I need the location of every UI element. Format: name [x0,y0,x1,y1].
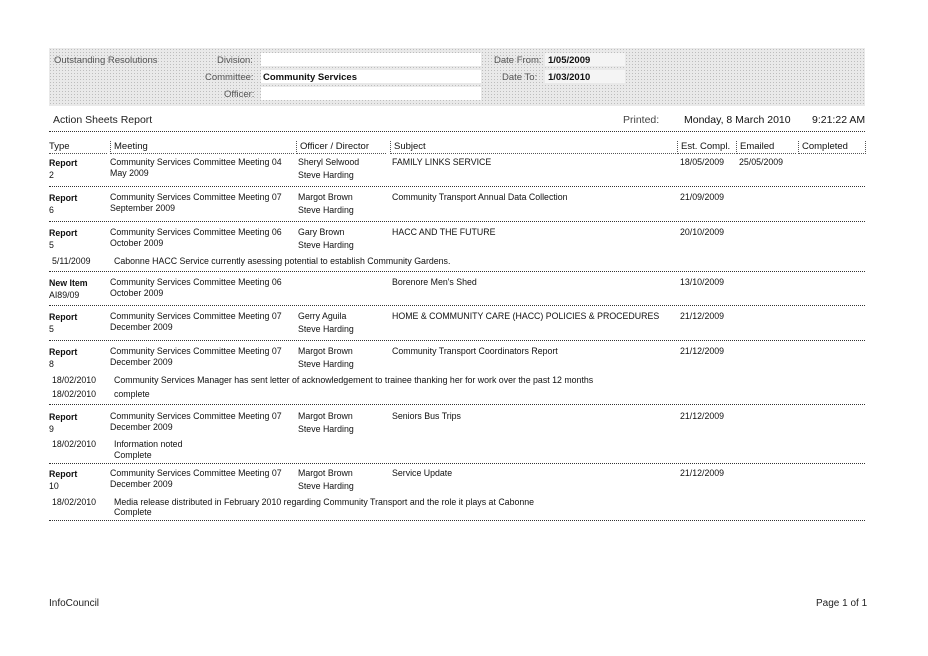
row-subject: Community Transport Annual Data Collection [392,192,568,202]
row-officer: Gerry Aguila [298,311,347,321]
row-number: 2 [49,170,54,180]
note-date: 18/02/2010 [52,497,97,507]
row-type: Report [49,469,78,479]
division-field [261,53,481,66]
row-officer: Margot Brown [298,468,353,478]
row-number: 10 [49,481,59,491]
report-name: Outstanding Resolutions [54,55,158,66]
row-divider [49,271,865,272]
footer-app-name: InfoCouncil [49,598,100,609]
row-director: Steve Harding [298,240,354,250]
committee-label: Committee: [205,72,254,83]
row-type: Report [49,347,78,357]
date-to-value: 1/03/2010 [548,72,591,83]
printed-time: 9:21:22 AM [812,114,866,126]
row-est-compl: 21/12/2009 [680,468,725,478]
note-date: 18/02/2010 [52,375,97,385]
printed-date: Monday, 8 March 2010 [684,114,791,126]
officer-field [261,87,481,100]
column-header-subject: Subject [390,141,676,154]
column-header-completed: Completed [798,141,866,154]
column-header-emailed: Emailed [736,141,796,154]
date-to-field [545,70,625,83]
row-subject: Service Update [392,468,453,478]
row-subject: Seniors Bus Trips [392,411,461,421]
date-from-value: 1/05/2009 [548,55,591,66]
row-divider [49,404,865,405]
row-est-compl: 21/12/2009 [680,411,725,421]
note-text: Complete [114,450,152,460]
note-text: Cabonne HACC Service currently asessing potential to establish Community Gardens. [114,256,451,266]
row-divider [49,520,865,521]
row-divider [49,186,865,187]
row-meeting: Community Services Committee Meeting 04 May 2009 [110,157,282,178]
row-meeting: Community Services Committee Meeting 07 September 2009 [110,192,282,213]
row-type: New Item [49,278,88,288]
row-subject: FAMILY LINKS SERVICE [392,157,492,167]
row-director: Steve Harding [298,205,354,215]
row-officer: Margot Brown [298,346,353,356]
date-from-label: Date From: [494,55,542,66]
note-text: Media release distributed in February 2010 regarding Community Transport and the role it plays at Cabonne [114,497,535,507]
row-type: Report [49,228,78,238]
row-director: Steve Harding [298,359,354,369]
date-from-field [545,53,625,66]
row-divider [49,463,865,464]
column-header-est-compl: Est. Compl. [677,141,735,154]
row-meeting: Community Services Committee Meeting 07 December 2009 [110,311,282,332]
row-meeting: Community Services Committee Meeting 07 December 2009 [110,411,282,432]
column-header-meeting: Meeting [110,141,294,154]
row-meeting: Community Services Committee Meeting 06 October 2009 [110,227,282,248]
row-est-compl: 18/05/2009 [680,157,725,167]
note-text: Complete [114,507,152,517]
printed-label: Printed: [623,114,660,126]
row-type: Report [49,158,78,168]
column-header-type: Type [49,141,107,154]
row-divider [49,221,865,222]
row-divider [49,340,865,341]
row-number: 6 [49,205,54,215]
row-est-compl: 21/12/2009 [680,346,725,356]
row-director: Steve Harding [298,424,354,434]
date-to-label: Date To: [502,72,538,83]
column-header-officer: Officer / Director [296,141,386,154]
note-date: 5/11/2009 [52,256,91,266]
row-number: 5 [49,324,54,334]
row-est-compl: 21/09/2009 [680,192,725,202]
row-meeting: Community Services Committee Meeting 06 October 2009 [110,277,282,298]
row-number: 9 [49,424,54,434]
row-emailed: 25/05/2009 [739,157,784,167]
row-officer: Sheryl Selwood [298,157,360,167]
row-type: Report [49,412,78,422]
note-date: 18/02/2010 [52,389,97,399]
row-subject: Community Transport Coordinators Report [392,346,558,356]
row-number: AI89/09 [49,290,80,300]
row-meeting: Community Services Committee Meeting 07 December 2009 [110,468,282,489]
committee-value: Community Services [263,72,357,83]
row-meeting: Community Services Committee Meeting 07 December 2009 [110,346,282,367]
row-type: Report [49,193,78,203]
page-number: Page 1 of 1 [816,598,868,609]
row-est-compl: 21/12/2009 [680,311,725,321]
committee-field [261,70,481,83]
division-label: Division: [217,55,253,66]
row-type: Report [49,312,78,322]
note-text: Community Services Manager has sent letter of acknowledgement to trainee thanking her for work over the past 12 months [114,375,594,385]
row-subject: HOME & COMMUNITY CARE (HACC) POLICIES & PROCEDURES [392,311,660,321]
row-est-compl: 13/10/2009 [680,277,725,287]
title-divider [49,131,865,132]
note-text: Information noted [114,439,183,449]
row-officer: Gary Brown [298,227,345,237]
row-officer: Margot Brown [298,192,353,202]
row-divider [49,305,865,306]
row-subject: Borenore Men's Shed [392,277,477,287]
note-text: complete [114,389,150,399]
row-director: Steve Harding [298,170,354,180]
row-number: 5 [49,240,54,250]
row-director: Steve Harding [298,324,354,334]
row-director: Steve Harding [298,481,354,491]
row-officer: Margot Brown [298,411,353,421]
row-est-compl: 20/10/2009 [680,227,725,237]
report-title: Action Sheets Report [53,114,153,126]
note-date: 18/02/2010 [52,439,97,449]
row-subject: HACC AND THE FUTURE [392,227,496,237]
officer-label: Officer: [224,89,255,100]
row-number: 8 [49,359,54,369]
report-parameters-panel [49,48,865,106]
